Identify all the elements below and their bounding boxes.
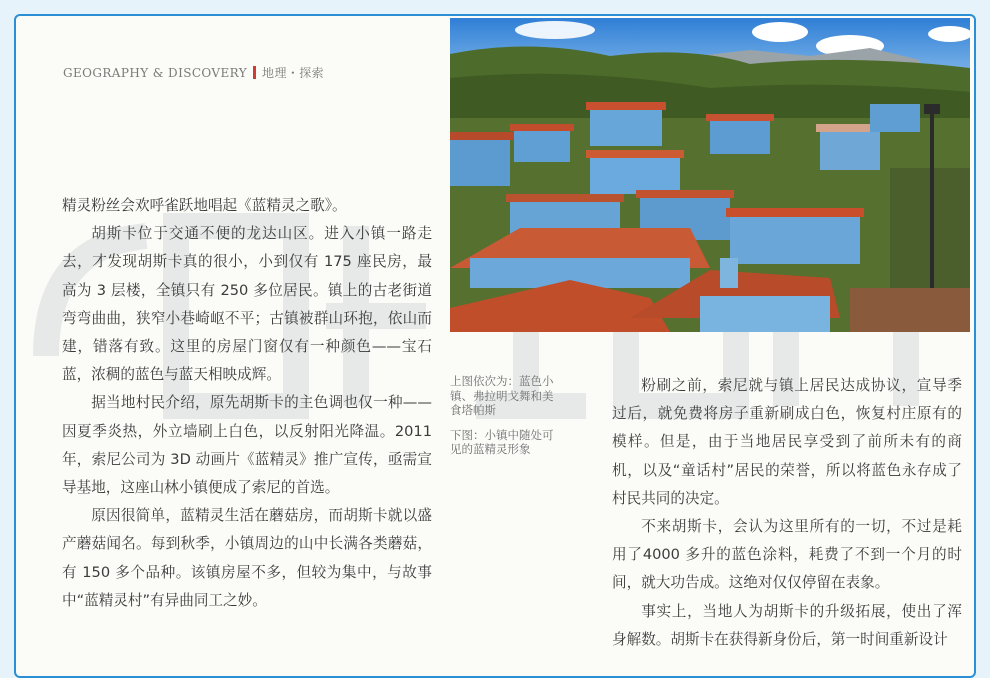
paragraph: 胡斯卡位于交通不便的龙达山区。进入小镇一路走去，才发现胡斯卡真的很小，小到仅有 175 座民房，最高为 3 层楼，全镇只有 250 多位居民。镇上的古老街道弯弯曲曲，狭窄小巷崎岖不平；古镇被群山环抱，依山而建，错落有致。这里的房屋门窗仅有一种颜色——宝石蓝，浓稠的蓝色与蓝天相映成辉。 [62,225,432,384]
village-photo [450,18,970,332]
left-text-column [62,192,432,615]
paragraph: 据当地村民介绍，原先胡斯卡的主色调也仅一种——因夏季炎热，外立墙刷上白色，以反射阳光降温。2011 年，索尼公司为 3D 动画片《蓝精灵》推广宣传，亟需宣导基地，这座山林小镇便成了索尼的首选。 [62,394,432,497]
photo-caption [450,374,562,467]
header-en: GEOGRAPHY & DISCOVERY [63,66,248,80]
blue-village-illustration [450,18,970,332]
paragraph: 事实上，当地人为胡斯卡的升级拓展，使出了浑身解数。胡斯卡在获得新身份后，第一时间重新设计 [612,602,962,648]
header-cn: 地理・探索 [262,66,325,80]
caption-bottom: 下图：小镇中随处可见的蓝精灵形象 [450,427,554,457]
header-divider [253,66,256,79]
paragraph: 原因很简单，蓝精灵生活在蘑菇房，而胡斯卡就以盛产蘑菇闻名。每到秋季，小镇周边的山中长满各类蘑菇，有 150 多个品种。该镇房屋不多，但较为集中，与故事中“蓝精灵村”有异曲同工之妙。 [62,507,432,609]
caption-top: 上图依次为：蓝色小镇、弗拉明戈舞和美食塔帕斯 [450,374,554,418]
paragraph: 不来胡斯卡，会认为这里所有的一切，不过是耗用了4000 多升的蓝色涂料，耗费了不到一个月的时间，就大功告成。这绝对仅仅停留在表象。 [612,518,962,592]
paragraph: 粉刷之前，索尼就与镇上居民达成协议，宣导季过后，就免费将房子重新刷成白色，恢复村庄原有的模样。但是，由于当地居民享受到了前所未有的商机，以及“童话村”居民的荣誉，所以将蓝色永存成了村民共同的决定。 [612,377,962,507]
paragraph: 精灵粉丝会欢呼雀跃地唱起《蓝精灵之歌》。 [62,197,347,214]
magazine-page [14,14,976,678]
right-text-column [612,372,962,654]
section-header [63,64,324,81]
